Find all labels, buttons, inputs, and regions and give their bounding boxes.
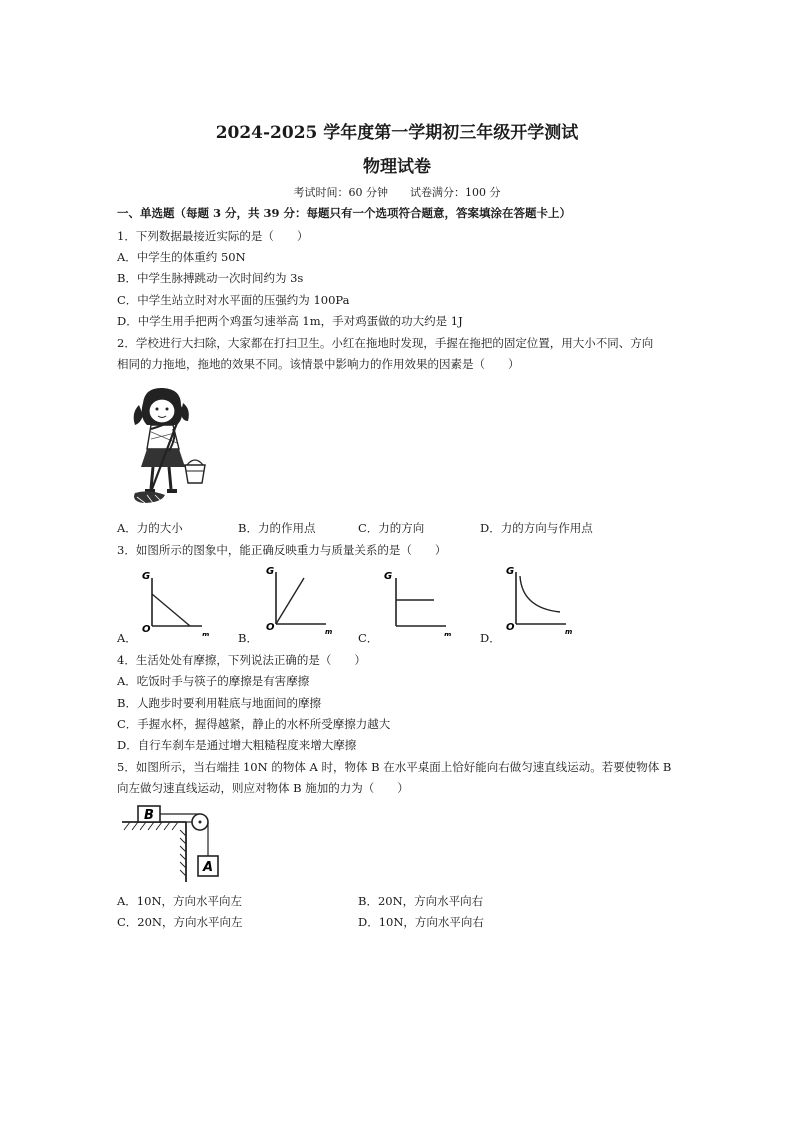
q3-option-d: D． — [480, 631, 501, 645]
q3-option-b: B． — [238, 631, 258, 645]
q1-stem: 1．下列数据最接近实际的是（ ） — [117, 229, 309, 243]
axis-x-label: m — [325, 628, 333, 634]
q2-stem-line1: 2．学校进行大扫除，大家都在打扫卫生。小红在拖地时发现，手握在拖把的固定位置，用大小不同、方向 — [117, 336, 654, 350]
axis-origin-label: O — [266, 622, 275, 633]
axis-x-label: m — [202, 631, 210, 636]
q5-option-a: A．10N，方向水平向左 — [117, 894, 242, 908]
girl-mopping-illustration — [125, 385, 210, 507]
axis-y-label: G — [384, 571, 393, 582]
q5-stem-line1: 5．如图所示，当右端挂 10N 的物体 A 时，物体 B 在水平桌面上恰好能向右做匀速直线运动。若要使物体 B — [117, 760, 672, 774]
exam-meta: 考试时间：60 分钟 试卷满分：100 分 — [293, 186, 501, 199]
axis-y-label: G — [266, 566, 275, 577]
section-heading: 一、单选题（每题 3 分，共 39 分：每题只有一个选项符合题意，答案填涂在答题卡上） — [117, 206, 572, 220]
axis-y-label: G — [142, 571, 151, 582]
q3-option-a: A． — [117, 631, 137, 645]
q2-option-a: A．力的大小 — [117, 521, 183, 535]
q2-option-d: D．力的方向与作用点 — [480, 521, 593, 535]
axis-x-label: m — [444, 631, 452, 636]
exam-title: 2024-2025 学年度第一学期初三年级开学测试 — [215, 123, 579, 143]
q4-stem: 4．生活处处有摩擦，下列说法正确的是（ ） — [117, 653, 366, 667]
q1-option-a: A．中学生的体重约 50N — [117, 250, 246, 264]
q2-option-b: B．力的作用点 — [238, 521, 316, 535]
axis-origin-label: O — [506, 622, 515, 633]
q5-option-b: B．20N，方向水平向右 — [358, 894, 484, 908]
q4-option-b: B．人跑步时要利用鞋底与地面间的摩擦 — [117, 696, 321, 710]
q1-option-d: D．中学生用手把两个鸡蛋匀速举高 1m，手对鸡蛋做的功大约是 1J — [117, 314, 463, 328]
q3-graph-a — [140, 566, 220, 636]
q3-option-c: C． — [358, 631, 379, 645]
pulley-diagram — [118, 800, 228, 885]
q5-option-d: D．10N，方向水平向右 — [358, 915, 484, 929]
q1-option-c: C．中学生站立时对水平面的压强约为 100Pa — [117, 293, 350, 307]
q4-option-a: A．吃饭时手与筷子的摩擦是有害摩擦 — [117, 674, 310, 688]
q4-option-d: D．自行车刹车是通过增大粗糙程度来增大摩擦 — [117, 738, 357, 752]
q3-graph-b — [262, 562, 342, 634]
q2-option-c: C．力的方向 — [358, 521, 425, 535]
block-b-label: B — [144, 808, 154, 823]
q2-stem-line2: 相同的力拖地，拖地的效果不同。该情景中影响力的作用效果的因素是（ ） — [117, 357, 520, 371]
axis-x-label: m — [565, 628, 573, 634]
block-a-label: A — [203, 860, 214, 875]
axis-origin-label: O — [142, 624, 151, 635]
axis-y-label: G — [506, 566, 515, 577]
q3-stem: 3．如图所示的图象中，能正确反映重力与质量关系的是（ ） — [117, 543, 447, 557]
q5-option-c: C．20N，方向水平向左 — [117, 915, 243, 929]
q5-stem-line2: 向左做匀速直线运动，则应对物体 B 施加的力为（ ） — [117, 781, 409, 795]
q1-option-b: B．中学生脉搏跳动一次时间约为 3s — [117, 271, 304, 285]
q3-graph-c — [382, 566, 462, 636]
q4-option-c: C．手握水杯，握得越紧，静止的水杯所受摩擦力越大 — [117, 717, 391, 731]
exam-subtitle: 物理试卷 — [363, 157, 431, 177]
q3-graph-d — [502, 562, 582, 634]
